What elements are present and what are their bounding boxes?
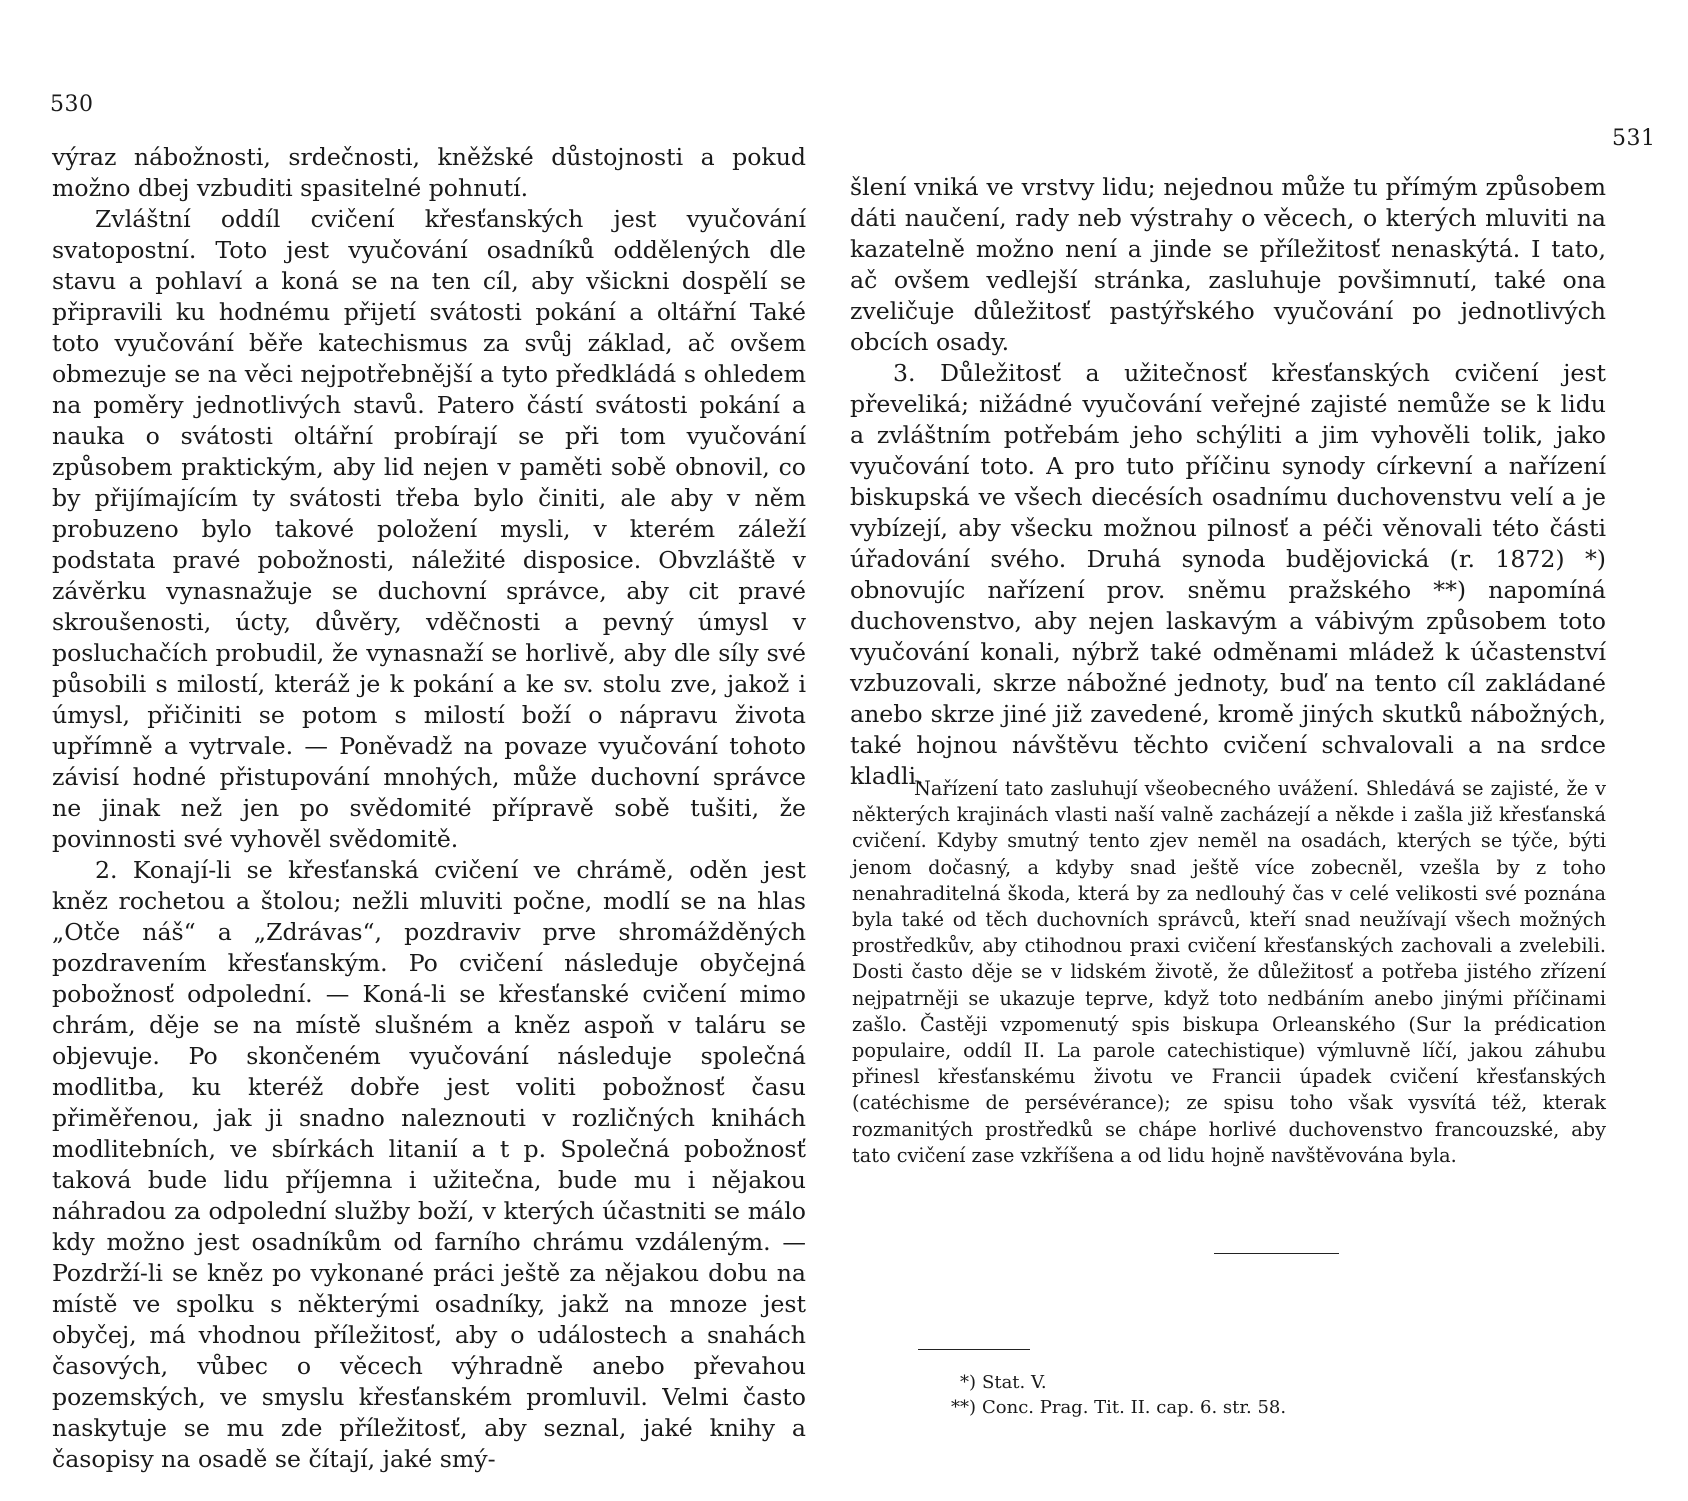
footnote-text: Stat. V. [982, 1372, 1047, 1393]
footnote-marker: *) [959, 1372, 976, 1393]
footnote-2 [932, 1395, 1286, 1420]
footnotes [932, 1370, 1286, 1420]
footnote-separator-rule [918, 1349, 1030, 1350]
paragraph-intro: výraz nábožnosti, srdečnosti, kněžské důstojnosti a pokud možno dbej vzbuditi spasitelné pohnutí. [52, 143, 806, 202]
left-page-body [52, 142, 806, 1475]
footnote-marker: **) [950, 1397, 976, 1418]
paragraph-lenten-instruction: Zvláštní oddíl cvičení křesťanských jest vyučování svatopostní. Toto jest vyučování osadníků oddělených dle stavu a pohlaví a koná se na ten cíl, aby všickni dospělí se připravili ku hodnému přijetí svátosti pokání a oltářní Také toto vyučování běře katechismus za svůj základ, ač ovšem obmezuje se na věci nejpotřebnější a tyto předkládá s ohledem na poměry jednotlivých stavů. Patero částí svátosti pokání a nauka o svátosti oltářní probírají se při tom vyučování způsobem praktickým, aby lid nejen v paměti sobě obnovil, co by přijímajícím ty svátosti třeba bylo činiti, ale aby v něm probuzeno bylo takové položení mysli, v kterém záleží podstata pravé pobožnosti, náležité disposice. Obvzláště v závěrku vynasnažuje se duchovní správce, aby cit pravé skroušenosti, úcty, důvěry, vděčnosti a pevný úmysl v posluchačích probudil, že vynasnaží se horlivě, aby dle síly své působili s milostí, kteráž je k pokání a ke sv. stolu zve, jakož i úmysl, přičiniti se potom s milostí boží o nápravu života upřímně a vytrvale. — Poněvadž na povaze vyučování tohoto závisí hodné přistupování mnohých, může duchovní správce ne jinak než jen po svědomité přípravě sobě tušiti, že povinnosti své vyhověl svědomitě. [52, 205, 806, 853]
footnote-text: Conc. Prag. Tit. II. cap. 6. str. 58. [982, 1397, 1287, 1418]
note-paragraph: Nařízení tato zasluhují všeobecného uvážení. Shledává se zajisté, že v některých krajinách vlasti naší valně zacházejí a někde i zašla již křesťanská cvičení. Kdyby smutný tento zjev neměl na osadách, kterých se týče, býti jenom dočasný, a kdyby snad ještě více zobecněl, vzešla by z toho nenahraditelná škoda, která by za nedlouhý čas v celé velikosti své poznána byla také od těch duchovních správců, kteří snad neužívají všech možných prostředkův, aby ctihodnou praxi cvičení křesťanských zachovali a zvelebili. Dosti často děje se v lidském životě, že důležitosť a potřeba jistého zřízení nejpatrněji se ukazuje teprve, když toto nedbáním anebo jinými příčinami zašlo. Častěji vzpomenutý spis biskupa Orleanského (Sur la prédication populaire, oddíl II. La parole catechistique) výmluvně líčí, jakou záhubu přinesl křesťanskému životu ve Francii úpadek cvičení křesťanských (catéchisme de persévérance); ze spisu toho však vysvítá též, kterak rozmanitých prostředků se chápe horlivé duchovenstvo francouzské, aby tato cvičení zase vzkříšena a od lidu hojně navštěvována byla. [852, 777, 1606, 1167]
page-number-right: 531 [1612, 126, 1656, 151]
footnote-1 [932, 1370, 1286, 1395]
small-print-note [852, 776, 1606, 1169]
right-page-body [850, 172, 1606, 792]
right-page [844, 0, 1688, 1501]
paragraph-section-2: 2. Konají-li se křesťanská cvičení ve chrámě, oděn jest kněz rochetou a štolou; nežli mluviti počne, modlí se na hlas „Otče náš“ a „Zdrávas“, pozdraviv prve shromážděných pozdravením křesťanským. Po cvičení následuje obyčejná pobožnosť odpolední. — Koná-li se křesťanské cvičení mimo chrám, děje se na místě slušném a kněz aspoň v taláru se objevuje. Po skončeném vyučování následuje společná modlitba, ku kteréž dobře jest voliti pobožnosť času přiměřenou, jak ji snadno naleznouti v rozličných knihách modlitebních, ve sbírkách litanií a t p. Společná pobožnosť taková bude lidu příjemna i užitečna, bude mu i nějakou náhradou za odpolední služby boží, v kterých účastniti se málo kdy možno jest osadníkům od farního chrámu vzdáleným. — Pozdrží-li se kněz po vykonané práci ještě za nějakou dobu na místě ve spolku s některými osadníky, jakž na mnoze jest obyčej, má vhodnou příležitosť, aby o událostech a snahách časových, vůbec o věcech výhradně anebo převahou pozemských, ve smyslu křesťanském promluvil. Velmi často naskytuje se mu zde příležitosť, aby seznal, jaké knihy a časopisy na osadě se čítají, jaké smý- [52, 856, 806, 1473]
paragraph-continuation: šlení vniká ve vrstvy lidu; nejednou může tu přímým způsobem dáti naučení, rady neb výstrahy o věcech, o kterých mluviti na kazatelně možno není a jinde se příležitosť nenaskýtá. I tato, ač ovšem vedlejší stránka, zasluhuje povšimnutí, také ona zveličuje důležitosť pastýřského vyučování po jednotlivých obcích osady. [850, 173, 1606, 356]
section-divider-rule [1214, 1253, 1339, 1254]
paragraph-section-3: 3. Důležitosť a užitečnosť křesťanských cvičení jest převeliká; nižádné vyučování veřejné zajisté nemůže se k lidu a zvláštním potřebám jeho schýliti a jim vyhověli tolik, jako vyučování toto. A pro tuto příčinu synody církevní a nařízení biskupská ve všech diecésích osadnímu duchovenstvu velí a je vybízejí, aby všecku možnou pilnosť a péči věnovali této části úřadování svého. Druhá synoda budějovická (r. 1872) *) obnovujíc nařízení prov. sněmu pražského **) napomíná duchovenstvo, aby nejen laskavým a vábivým způsobem toto vyučování konali, nýbrž také odměnami mládež k účastenství vzbuzovali, skrze nábožné jednoty, buď na tento cíl zakládané anebo skrze jiné již zavedené, kromě jiných skutků nábožných, také hojnou návštěvu těchto cvičení schvalovali a na srdce kladli. [850, 359, 1606, 790]
page-number-left: 530 [50, 92, 94, 117]
